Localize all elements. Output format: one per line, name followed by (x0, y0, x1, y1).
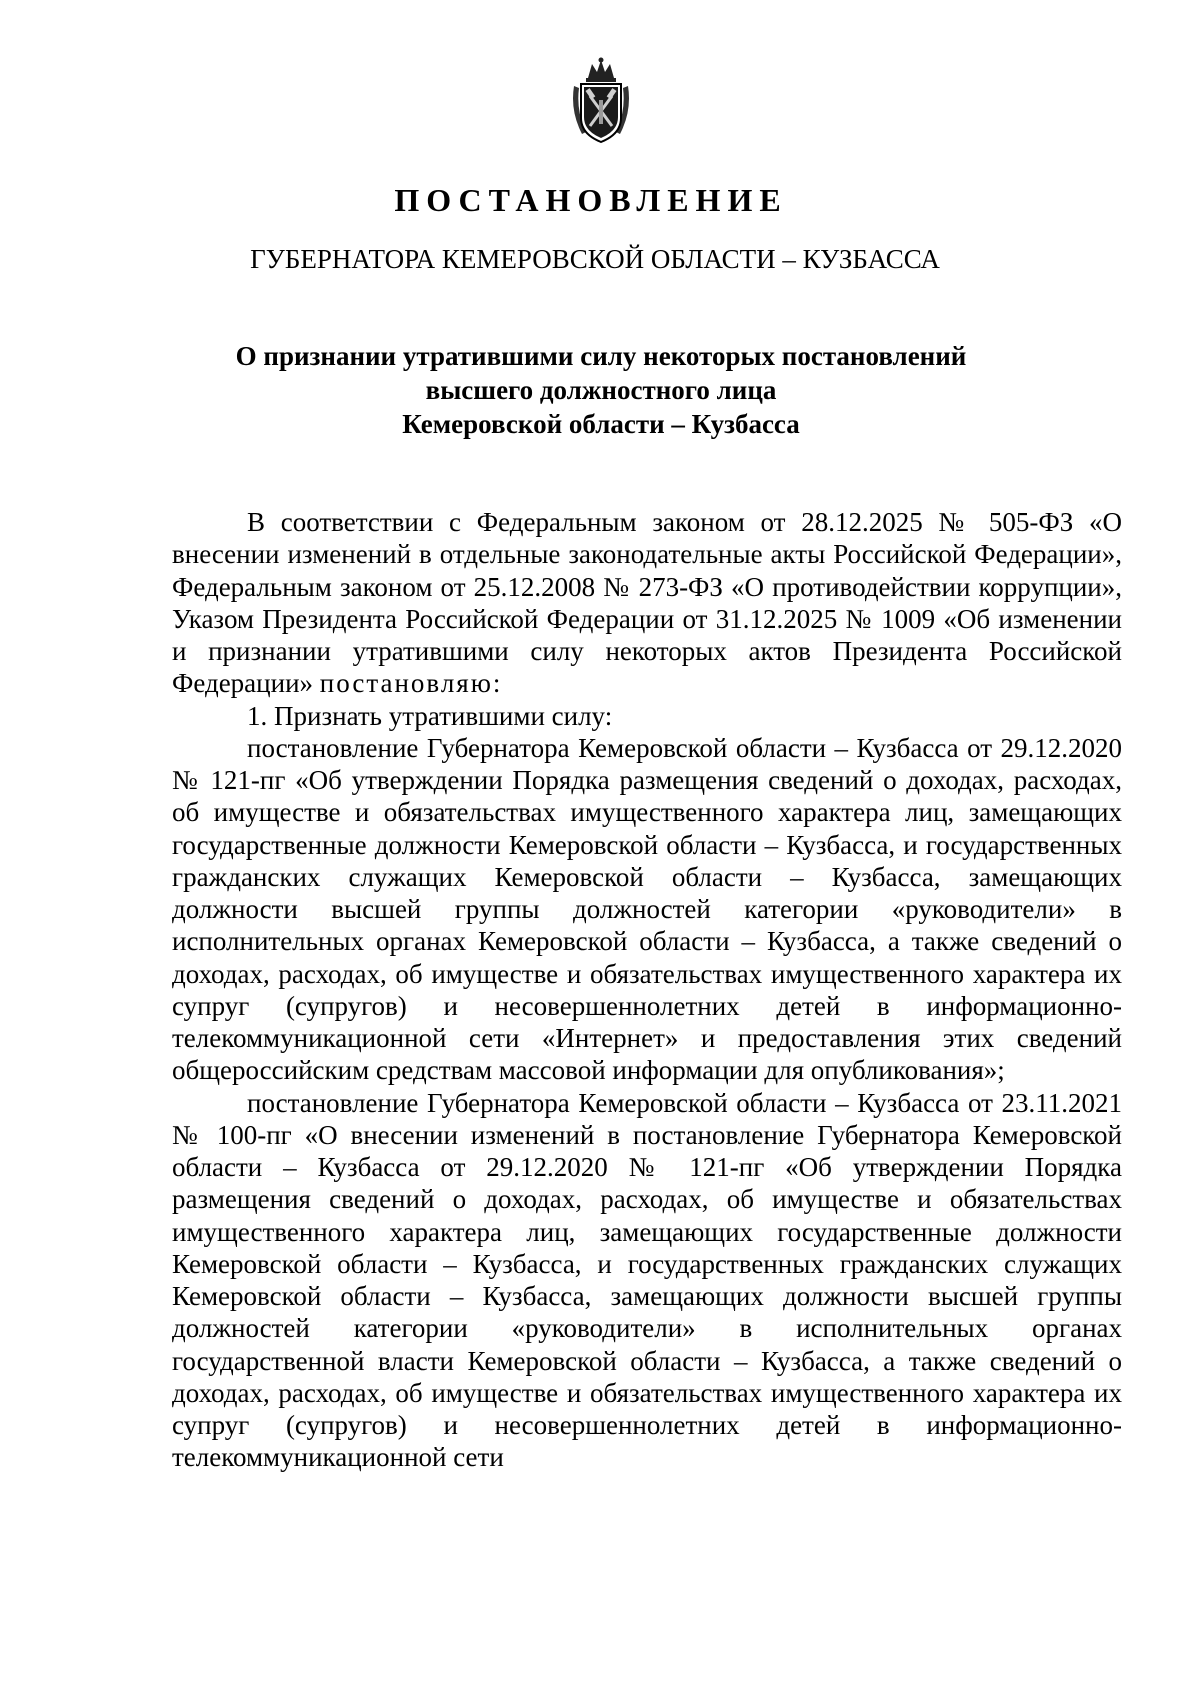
document-type-heading: ПОСТАНОВЛЕНИЕ (394, 182, 788, 218)
repealed-act-1-paragraph: постановление Губернатора Кемеровской области – Кузбасса от 29.12.2020 № 121-пг «Об утверждении Порядка размещения сведений о доходах, расходах, об имуществе и обязательствах имущественного характера лиц, замещающих государственные должности Кемеровской области – Кузбасса, и государственных гражданских служащих Кемеровской области – Кузбасса, замещающих должности высшей группы должностей категории «руководители» в исполнительных органах Кемеровской области – Кузбасса, а также сведений о доходах, расходах, об имуществе и обязательствах имущественного характера их супруг (супругов) и несовершеннолетних детей в информационно-телекоммуникационной сети «Интернет» и предоставления этих сведений общероссийским средствам массовой информации для опубликования»; (172, 732, 1122, 1086)
preamble-text: В соответствии с Федеральным законом от 28.12.2025 № 505-ФЗ «О внесении изменений в отдельные законодательные акты Российской Федерации», Федеральным законом от 25.12.2008 № 273-ФЗ «О противодействии коррупции», Указом Президента Российской Федерации от 31.12.2025 № 1009 «Об изменении и признании утратившими силу некоторых актов Президента Российской Федерации» (172, 507, 1122, 699)
issuer-heading: ГУБЕРНАТОРА КЕМЕРОВСКОЙ ОБЛАСТИ – КУЗБАССА (250, 244, 940, 274)
title-line-3: Кемеровской области – Кузбасса (402, 409, 800, 439)
document-body (172, 506, 1122, 1474)
repealed-act-2-paragraph: постановление Губернатора Кемеровской области – Кузбасса от 23.11.2021 № 100-пг «О внесении изменений в постановление Губернатора Кемеровской области – Кузбасса от 29.12.2020 № 121-пг «Об утверждении Порядка размещения сведений о доходах, расходах, об имуществе и обязательствах имущественного характера лиц, замещающих государственные должности Кемеровской области – Кузбасса, и государственных гражданских служащих Кемеровской области – Кузбасса, замещающих должности высшей группы должностей категории «руководители» в исполнительных органах государственной власти Кемеровской области – Кузбасса, а также сведений о доходах, расходах, об имуществе и обязательствах имущественного характера их супруг (супругов) и несовершеннолетних детей в информационно-телекоммуникационной сети (172, 1087, 1122, 1473)
preamble-paragraph (172, 506, 1122, 700)
title-line-2: высшего должностного лица (425, 375, 777, 405)
document-title (160, 339, 1042, 441)
title-line-1: О признании утратившими силу некоторых постановлений (235, 341, 967, 371)
coat-of-arms-icon (568, 56, 634, 146)
decree-word: постановляю: (319, 668, 503, 699)
item-1-paragraph: 1. Признать утратившими силу: (247, 700, 613, 731)
